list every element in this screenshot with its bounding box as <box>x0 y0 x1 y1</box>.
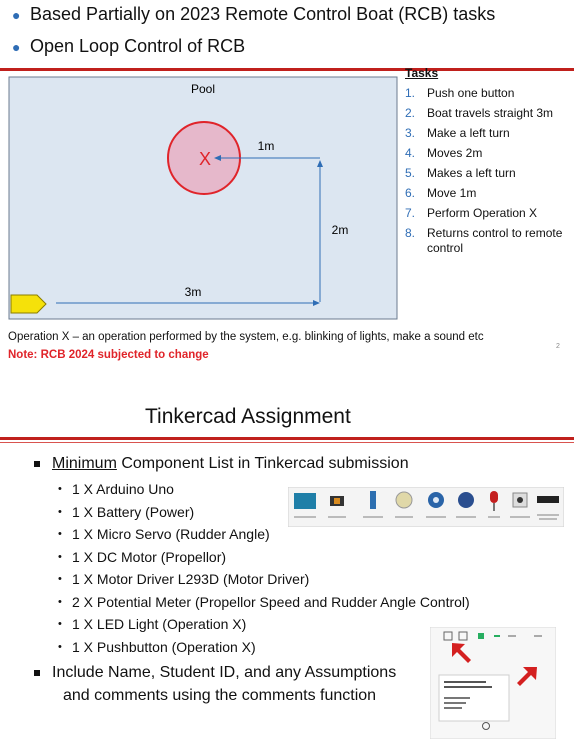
dist-1m-label: 1m <box>257 139 275 153</box>
header-bullet-1: ● Based Partially on 2023 Remote Control Boat (RCB) tasks <box>12 4 496 24</box>
component-item: • 2 X Potential Meter (Propellor Speed and Rudder Angle Control) <box>58 594 470 610</box>
target-label: X <box>198 149 212 169</box>
square-bullet-icon <box>34 461 40 467</box>
dist-2m-label: 2m <box>331 223 349 237</box>
dist-3m-label: 3m <box>184 285 202 299</box>
task-item: 5. Makes a left turn <box>405 166 516 180</box>
component-list-heading: Minimum Component List in Tinkercad submission <box>34 455 409 473</box>
component-item: • 1 X LED Light (Operation X) <box>58 616 247 632</box>
task-item: 4. Moves 2m <box>405 146 483 160</box>
task-item: 2. Boat travels straight 3m <box>405 106 554 120</box>
tasks-heading: Tasks <box>405 66 439 80</box>
include-note-line1: Include Name, Student ID, and any Assumptions <box>34 664 396 682</box>
task-item: 7. Perform Operation X <box>405 206 538 220</box>
bullet-icon: • <box>58 483 62 495</box>
header-bullet-2: ● Open Loop Control of RCB <box>12 36 246 56</box>
assignment-title: Tinkercad Assignment <box>145 405 351 428</box>
slide-number: 2 <box>556 343 560 350</box>
task-item: 8. Returns control to remote control <box>405 226 563 255</box>
bullet-icon: ● <box>12 38 21 55</box>
component-item: • 1 X Micro Servo (Rudder Angle) <box>58 526 270 542</box>
component-item: • 1 X Arduino Uno <box>58 481 174 497</box>
bullet-icon: • <box>58 596 62 608</box>
comments-function-thumbnail <box>430 627 556 739</box>
bullet-icon: • <box>58 618 62 630</box>
pool-label: Pool <box>190 82 216 96</box>
pool-diagram <box>8 76 400 322</box>
pool-area <box>9 77 397 319</box>
bullet-icon: • <box>58 506 62 518</box>
task-item: 1. Push one button <box>405 86 515 100</box>
title-divider-thin <box>0 442 574 443</box>
bullet-icon: • <box>58 528 62 540</box>
bullet-icon: • <box>58 551 62 563</box>
operation-x-note: Operation X – an operation performed by the system, e.g. blinking of lights, make a sound etc <box>8 331 484 343</box>
task-item: 3. Make a left turn <box>405 126 510 140</box>
component-item: • 1 X Motor Driver L293D (Motor Driver) <box>58 571 310 587</box>
include-note-line2: and comments using the comments function <box>63 687 377 704</box>
tasks-panel <box>405 66 570 261</box>
component-item: • 1 X Battery (Power) <box>58 504 195 520</box>
tinkercad-components-thumbnail <box>288 487 564 527</box>
component-item: • 1 X DC Motor (Propellor) <box>58 549 227 565</box>
component-item: • 1 X Pushbutton (Operation X) <box>58 639 256 655</box>
bullet-icon: • <box>58 573 62 585</box>
change-note: Note: RCB 2024 subjected to change <box>8 349 209 361</box>
bullet-icon: ● <box>12 6 21 23</box>
title-divider <box>0 437 574 440</box>
task-item: 6. Move 1m <box>405 186 477 200</box>
square-bullet-icon <box>34 670 40 676</box>
bullet-icon: • <box>58 641 62 653</box>
